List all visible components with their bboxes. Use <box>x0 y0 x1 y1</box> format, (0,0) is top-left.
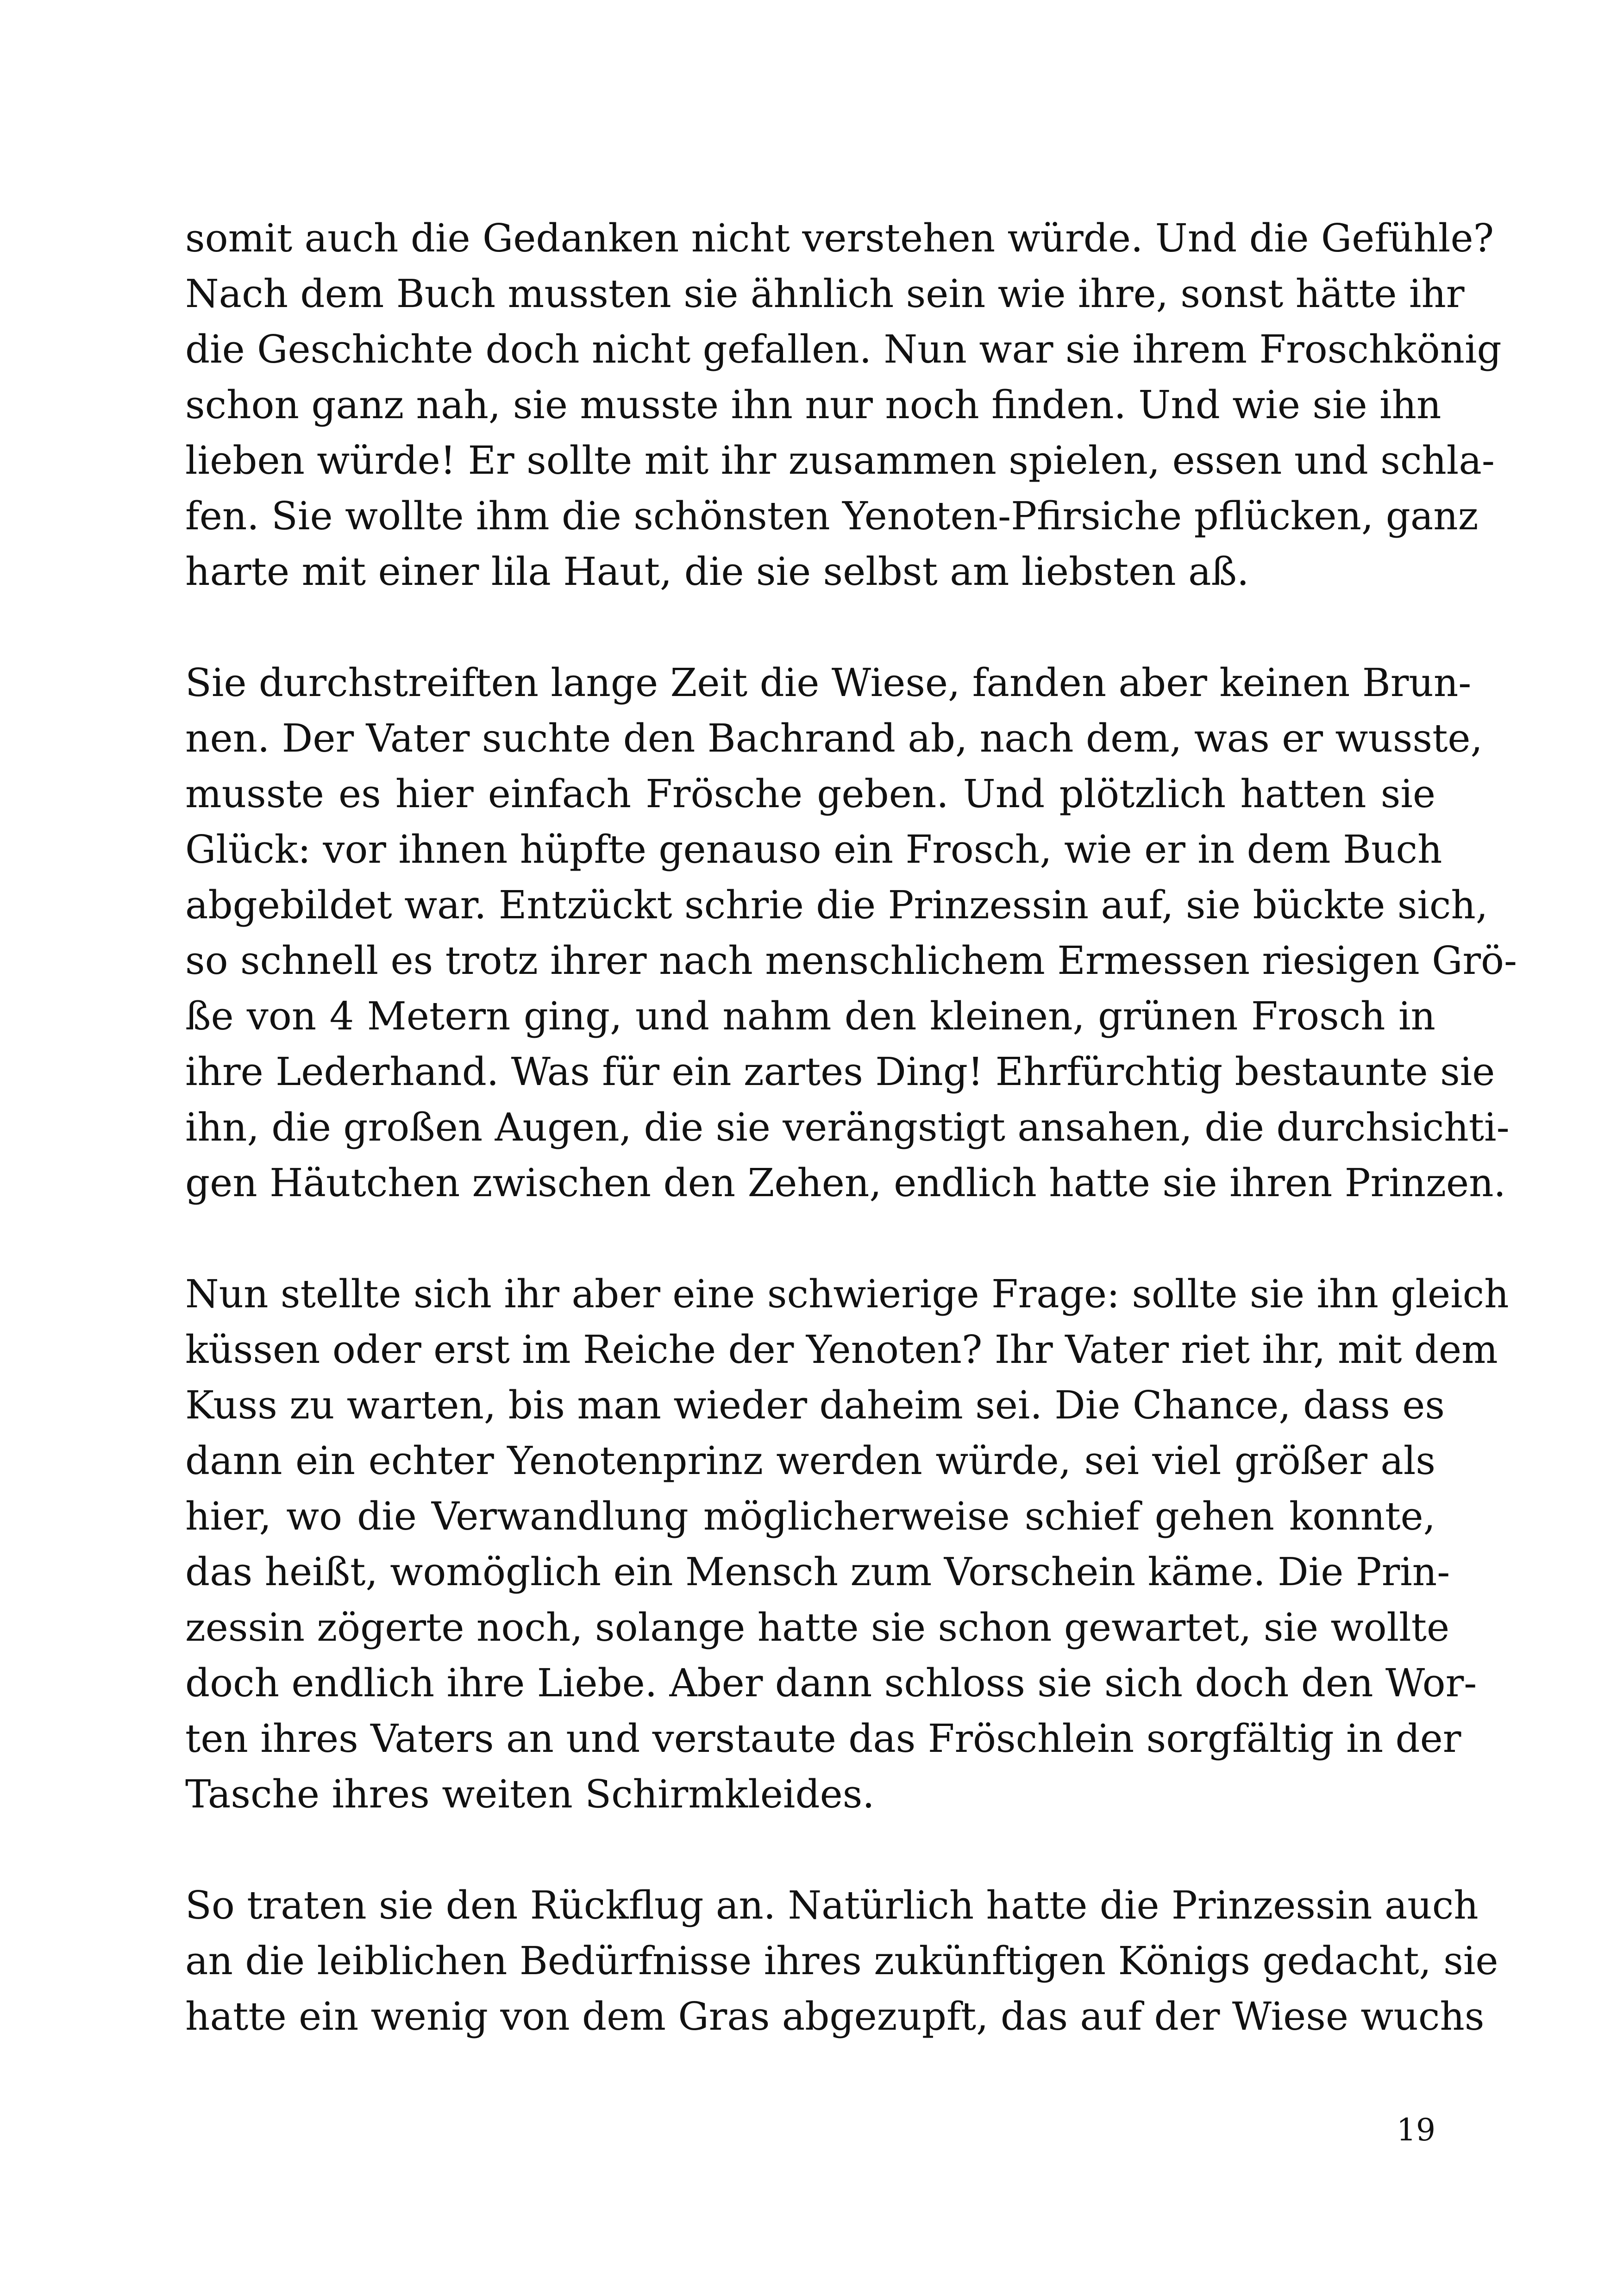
text-line: ße von 4 Metern ging, und nahm den kleinen, grünen Frosch in <box>185 994 1435 1039</box>
text-line: zessin zögerte noch, solange hatte sie schon gewartet, sie wollte <box>185 1605 1450 1650</box>
text-line: ten ihres Vaters an und verstaute das Fröschlein sorgfältig in der <box>185 1716 1461 1761</box>
paragraph-3 <box>185 1267 1509 1822</box>
paragraph-2 <box>185 655 1517 1211</box>
text-line: Tasche ihres weiten Schirmkleides. <box>185 1772 875 1817</box>
paragraph-4 <box>185 1878 1498 2045</box>
text-line: das heißt, womöglich ein Mensch zum Vorschein käme. Die Prin- <box>185 1549 1450 1594</box>
text-line: hier, wo die Verwandlung möglicherweise schief gehen konnte, <box>185 1494 1435 1539</box>
text-line: hatte ein wenig von dem Gras abgezupft, das auf der Wiese wuchs <box>185 1994 1485 2039</box>
text-line: fen. Sie wollte ihm die schönsten Yenoten-Pfirsiche pflücken, ganz <box>185 494 1479 539</box>
text-line: gen Häutchen zwischen den Zehen, endlich hatte sie ihren Prinzen. <box>185 1161 1506 1205</box>
text-line: küssen oder erst im Reiche der Yenoten? Ihr Vater riet ihr, mit dem <box>185 1327 1498 1372</box>
body-text <box>185 211 1517 2045</box>
text-line: dann ein echter Yenotenprinz werden würde, sei viel größer als <box>185 1438 1435 1483</box>
text-line: So traten sie den Rückflug an. Natürlich hatte die Prinzessin auch <box>185 1883 1479 1928</box>
text-line: lieben würde! Er sollte mit ihr zusammen spielen, essen und schla- <box>185 438 1495 483</box>
text-line: schon ganz nah, sie musste ihn nur noch finden. Und wie sie ihn <box>185 383 1442 427</box>
text-line: Kuss zu warten, bis man wieder daheim sei. Die Chance, dass es <box>185 1383 1445 1428</box>
paragraph-1 <box>185 211 1502 600</box>
text-line: Glück: vor ihnen hüpfte genauso ein Frosch, wie er in dem Buch <box>185 827 1442 872</box>
text-line: Sie durchstreiften lange Zeit die Wiese, fanden aber keinen Brun- <box>185 660 1472 705</box>
text-line: doch endlich ihre Liebe. Aber dann schloss sie sich doch den Wor- <box>185 1661 1477 1706</box>
page-number: 19 <box>1397 2112 1435 2148</box>
text-line: ihre Lederhand. Was für ein zartes Ding! Ehrfürchtig bestaunte sie <box>185 1049 1495 1094</box>
text-line: nen. Der Vater suchte den Bachrand ab, nach dem, was er wusste, <box>185 716 1483 761</box>
text-line: die Geschichte doch nicht gefallen. Nun war sie ihrem Froschkönig <box>185 327 1502 372</box>
text-line: somit auch die Gedanken nicht verstehen würde. Und die Gefühle? <box>185 216 1494 261</box>
text-line: ihn, die großen Augen, die sie verängstigt ansahen, die durchsichti- <box>185 1105 1510 1150</box>
text-line: Nun stellte sich ihr aber eine schwierige Frage: sollte sie ihn gleich <box>185 1272 1509 1317</box>
text-line: abgebildet war. Entzückt schrie die Prinzessin auf, sie bückte sich, <box>185 883 1488 928</box>
text-line: an die leiblichen Bedürfnisse ihres zukünftigen Königs gedacht, sie <box>185 1938 1498 1983</box>
text-line: so schnell es trotz ihrer nach menschlichem Ermessen riesigen Grö- <box>185 938 1517 983</box>
text-line: harte mit einer lila Haut, die sie selbst am liebsten aß. <box>185 549 1249 594</box>
text-line: Nach dem Buch mussten sie ähnlich sein wie ihre, sonst hätte ihr <box>185 271 1465 316</box>
text-line: musste es hier einfach Frösche geben. Und plötzlich hatten sie <box>185 772 1435 816</box>
